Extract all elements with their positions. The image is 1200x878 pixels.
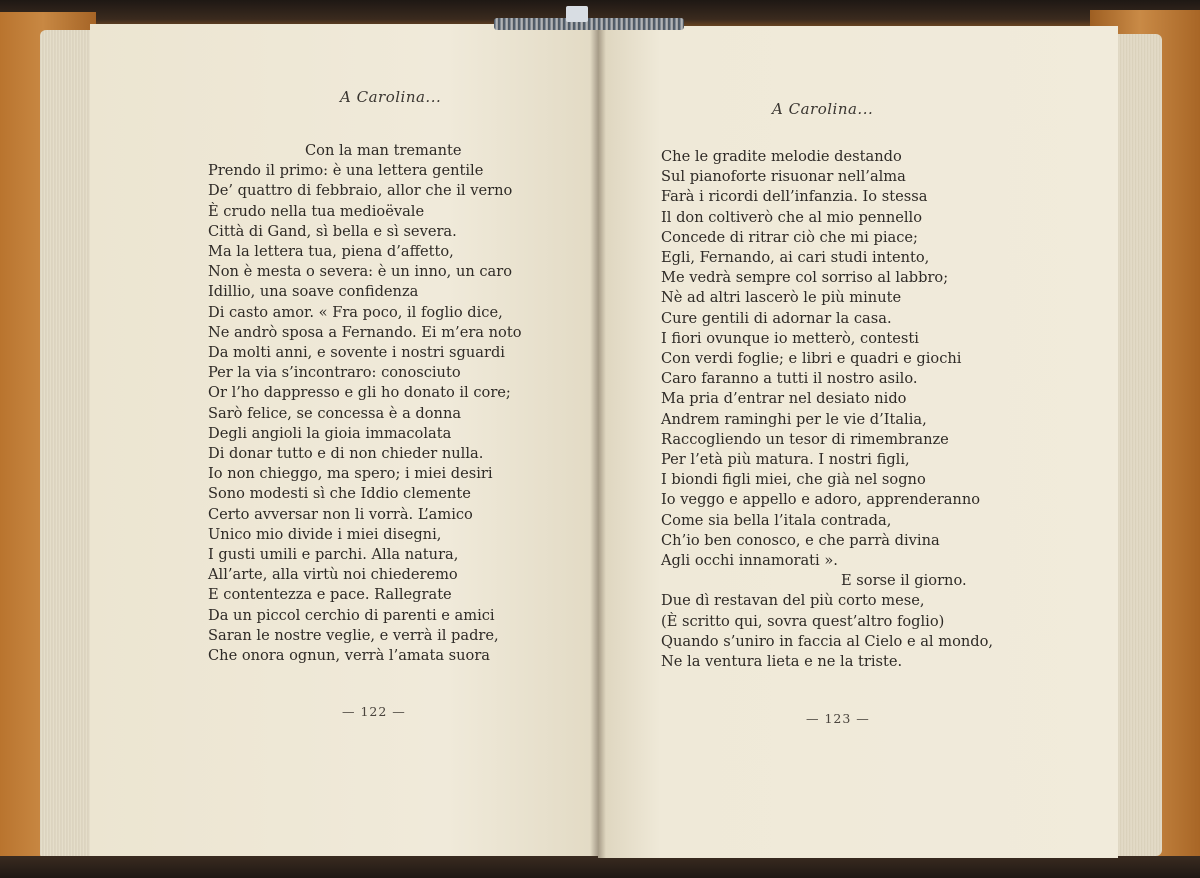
running-header-right: A Carolina...: [772, 100, 874, 118]
left-page: [90, 24, 598, 856]
verse-line: Saran le nostre veglie, e verrà il padre,: [208, 626, 499, 644]
verse-line: Caro faranno a tutti il nostro asilo.: [661, 370, 918, 388]
verse-line: Cure gentili di adornar la casa.: [661, 309, 892, 327]
verse-line: E contentezza e pace. Rallegrate: [208, 586, 452, 604]
verse-line: Con la man tremante: [305, 142, 462, 159]
page-number-right: — 123 —: [806, 711, 870, 726]
verse-line: Me vedrà sempre col sorriso al labbro;: [661, 269, 949, 287]
verse-line: Degli angioli la gioia immacolata: [208, 424, 452, 442]
verse-line: Che onora ognun, verrà l’amata suora: [208, 647, 491, 665]
verse-line: Io non chieggo, ma spero; i miei desiri: [208, 465, 493, 483]
verse-line: Idillio, una soave confidenza: [208, 283, 419, 301]
verse-line: Farà i ricordi dell’infanzia. Io stessa: [661, 188, 928, 206]
book-spine-bottom: [0, 856, 1200, 878]
verse-line: Prendo il primo: è una lettera gentile: [208, 162, 484, 180]
verse-line: I gusti umili e parchi. Alla natura,: [208, 546, 459, 564]
verse-line: Unico mio divide i miei disegni,: [208, 525, 442, 543]
verse-line: Sarò felice, se concessa è a donna: [208, 404, 462, 422]
verse-line: Per l’età più matura. I nostri figli,: [661, 451, 910, 469]
verse-line: Ch’io ben conosco, e che parrà divina: [661, 531, 940, 549]
verse-line: Con verdi foglie; e libri e quadri e giochi: [661, 350, 962, 368]
verse-line: Quando s’uniro in faccia al Cielo e al mondo,: [661, 632, 994, 650]
verse-line: Ne andrò sposa a Fernando. Ei m’era noto: [208, 323, 522, 341]
verse-line: Ne la ventura lieta e ne la triste.: [661, 653, 903, 671]
verse-line: Sul pianoforte risuonar nell’alma: [661, 168, 906, 186]
verse-line: Sono modesti sì che Iddio clemente: [208, 485, 471, 503]
verse-line: Che le gradite melodie destando: [661, 148, 902, 165]
verse-line: Nè ad altri lascerò le più minute: [661, 289, 902, 307]
verse-line: Ma la lettera tua, piena d’affetto,: [208, 243, 454, 261]
running-header-left: A Carolina...: [340, 88, 442, 106]
book-gutter: [590, 24, 606, 858]
verse-line: Raccogliendo un tesor di rimembranze: [661, 430, 949, 448]
verse-line: Il don coltiverò che al mio pennello: [661, 208, 922, 226]
poem-text-right: [661, 147, 993, 672]
verse-line: Agli occhi innamorati ».: [661, 552, 838, 570]
verse-line: Di casto amor. « Fra poco, il foglio dice,: [208, 303, 503, 321]
verse-line: Città di Gand, sì bella e sì severa.: [208, 222, 457, 240]
verse-line: De’ quattro di febbraio, allor che il verno: [208, 182, 513, 200]
headband: [494, 18, 684, 30]
verse-line: Concede di ritrar ciò che mi piace;: [661, 228, 918, 246]
verse-line: Ma pria d’entrar nel desiato nido: [661, 390, 907, 408]
verse-line: Da un piccol cerchio di parenti e amici: [208, 606, 495, 624]
verse-line: Egli, Fernando, ai cari studi intento,: [661, 249, 930, 267]
verse-line: I biondi figli miei, che già nel sogno: [661, 471, 926, 489]
poem-text-left: [208, 141, 522, 666]
paper-clip: [566, 6, 588, 22]
verse-line: Or l’ho dappresso e gli ho donato il core;: [208, 384, 511, 402]
page-number-left: — 122 —: [342, 704, 406, 719]
verse-line: I fiori ovunque io metterò, contesti: [661, 329, 919, 347]
right-page: [598, 26, 1118, 858]
verse-line: All’arte, alla virtù noi chiederemo: [208, 566, 458, 584]
verse-line: Per la via s’incontraro: conosciuto: [208, 364, 461, 382]
verse-line: Da molti anni, e sovente i nostri sguardi: [208, 344, 505, 362]
verse-line: Non è mesta o severa: è un inno, un caro: [208, 263, 513, 281]
verse-line: (È scritto qui, sovra quest’altro foglio): [661, 612, 945, 630]
verse-line: Certo avversar non li vorrà. L’amico: [208, 505, 473, 523]
verse-line: E sorse il giorno.: [841, 572, 967, 590]
verse-line: Andrem raminghi per le vie d’Italia,: [661, 410, 927, 428]
verse-line: Due dì restavan del più corto mese,: [661, 592, 925, 610]
verse-line: Di donar tutto e di non chieder nulla.: [208, 445, 484, 463]
verse-line: Io veggo e appello e adoro, apprenderanno: [661, 491, 981, 509]
verse-line: Come sia bella l’itala contrada,: [661, 511, 892, 529]
verse-line: È crudo nella tua medioëvale: [208, 202, 425, 220]
